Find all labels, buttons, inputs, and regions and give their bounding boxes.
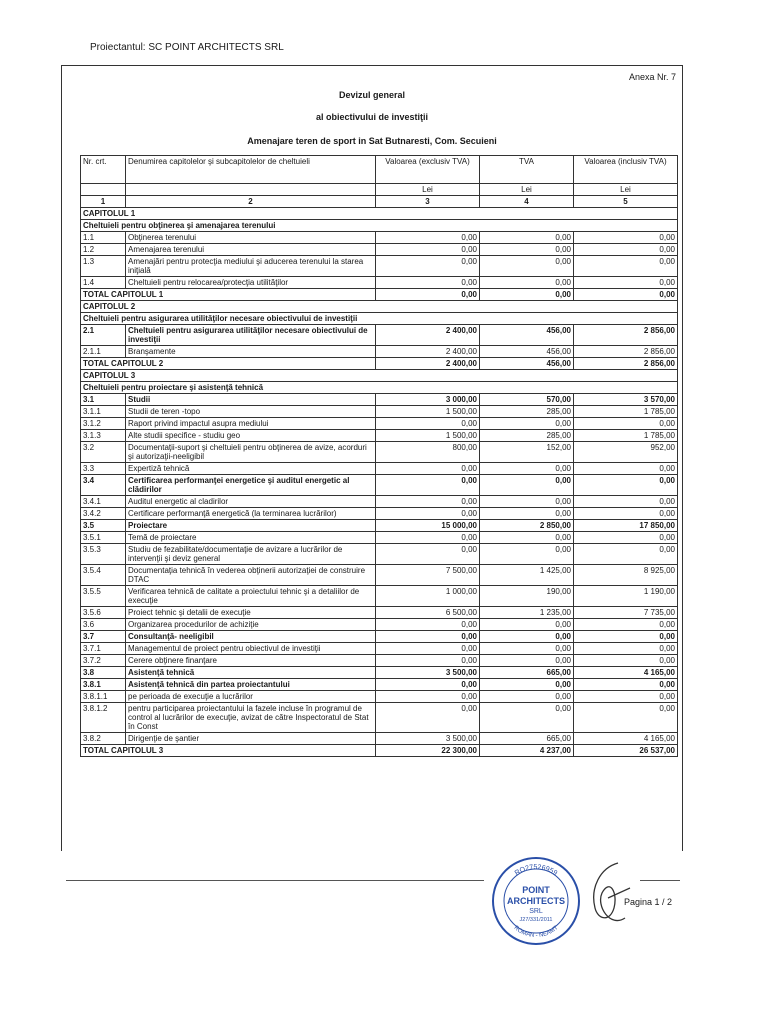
row-description: Expertiză tehnică bbox=[126, 463, 376, 475]
value-excl-tva: 0,00 bbox=[376, 631, 480, 643]
tva-value: 0,00 bbox=[480, 532, 574, 544]
row-number: 3.3 bbox=[81, 463, 126, 475]
value-incl-tva: 0,00 bbox=[574, 643, 678, 655]
value-incl-tva: 0,00 bbox=[574, 655, 678, 667]
table-row bbox=[81, 586, 678, 607]
tva-value: 0,00 bbox=[480, 232, 574, 244]
value-incl-tva: 2 856,00 bbox=[574, 346, 678, 358]
col-number: 5 bbox=[574, 196, 678, 208]
project-title: Amenajare teren de sport in Sat Butnaresti, Com. Secuieni bbox=[247, 136, 497, 146]
table-row bbox=[81, 232, 678, 244]
value-excl-tva: 6 500,00 bbox=[376, 607, 480, 619]
row-description: pentru participarea proiectantului la fazele incluse în programul de control al lucrărilor de execuţie, avizat de către Inspectoratul de Stat în Const bbox=[126, 703, 376, 733]
table-row bbox=[81, 508, 678, 520]
value-incl-tva: 3 570,00 bbox=[574, 394, 678, 406]
stamp-name2: ARCHITECTS bbox=[507, 896, 565, 906]
row-description: Consultanţă- neeligibil bbox=[126, 631, 376, 643]
table-row bbox=[81, 733, 678, 745]
tva-value: 0,00 bbox=[480, 655, 574, 667]
unit-label: Lei bbox=[480, 184, 574, 196]
row-description: Documentaţia tehnică în vederea obţinerii autorizaţiei de construire DTAC bbox=[126, 565, 376, 586]
value-incl-tva: 0,00 bbox=[574, 289, 678, 301]
tva-value: 0,00 bbox=[480, 277, 574, 289]
row-description: Certificare performanţă energetică (la terminarea lucrărilor) bbox=[126, 508, 376, 520]
value-excl-tva: 2 400,00 bbox=[376, 325, 480, 346]
row-description: Studiu de fezabilitate/documentaţie de avizare a lucrărilor de intervenţii şi deviz general bbox=[126, 544, 376, 565]
value-excl-tva: 0,00 bbox=[376, 256, 480, 277]
value-incl-tva: 4 165,00 bbox=[574, 667, 678, 679]
tva-value: 0,00 bbox=[480, 508, 574, 520]
tva-value: 1 235,00 bbox=[480, 607, 574, 619]
value-incl-tva: 0,00 bbox=[574, 244, 678, 256]
tva-value: 0,00 bbox=[480, 289, 574, 301]
table-row bbox=[81, 430, 678, 442]
table-row bbox=[81, 607, 678, 619]
table-row bbox=[81, 703, 678, 733]
tva-value: 2 850,00 bbox=[480, 520, 574, 532]
table-row bbox=[81, 565, 678, 586]
row-description: Certificarea performanţei energetice şi auditul energetic al clădirilor bbox=[126, 475, 376, 496]
row-number: 3.1.2 bbox=[81, 418, 126, 430]
chapter-label: CAPITOLUL 2 bbox=[81, 301, 678, 313]
table-row bbox=[81, 325, 678, 346]
tva-value: 190,00 bbox=[480, 586, 574, 607]
col-number: 3 bbox=[376, 196, 480, 208]
value-incl-tva: 0,00 bbox=[574, 508, 678, 520]
table-row bbox=[81, 643, 678, 655]
designer-line: Proiectantul: SC POINT ARCHITECTS SRL bbox=[90, 42, 284, 53]
tva-value: 0,00 bbox=[480, 475, 574, 496]
value-excl-tva: 22 300,00 bbox=[376, 745, 480, 757]
page-number: Pagina 1 / 2 bbox=[624, 897, 673, 907]
value-excl-tva: 0,00 bbox=[376, 544, 480, 565]
row-description: Branşamente bbox=[126, 346, 376, 358]
company-stamp bbox=[490, 855, 582, 947]
table-row bbox=[81, 475, 678, 496]
value-excl-tva: 0,00 bbox=[376, 508, 480, 520]
row-description: Asistenţă tehnică bbox=[126, 667, 376, 679]
value-excl-tva: 0,00 bbox=[376, 643, 480, 655]
table-row bbox=[81, 442, 678, 463]
value-excl-tva: 800,00 bbox=[376, 442, 480, 463]
row-number: 3.4 bbox=[81, 475, 126, 496]
row-number: 3.5.5 bbox=[81, 586, 126, 607]
table-row bbox=[81, 244, 678, 256]
value-excl-tva: 0,00 bbox=[376, 463, 480, 475]
stamp-bottom-text: ROMAN - NEAMT bbox=[512, 925, 560, 940]
value-incl-tva: 8 925,00 bbox=[574, 565, 678, 586]
row-description: Cheltuieli pentru relocarea/protecţia utilităţilor bbox=[126, 277, 376, 289]
value-incl-tva: 4 165,00 bbox=[574, 733, 678, 745]
row-description: Raport privind impactul asupra mediului bbox=[126, 418, 376, 430]
tva-value: 0,00 bbox=[480, 544, 574, 565]
row-number: 3.8.1.2 bbox=[81, 703, 126, 733]
row-number: 2.1.1 bbox=[81, 346, 126, 358]
value-excl-tva: 0,00 bbox=[376, 289, 480, 301]
value-incl-tva: 1 785,00 bbox=[574, 406, 678, 418]
value-excl-tva: 1 500,00 bbox=[376, 406, 480, 418]
signature-icon bbox=[580, 858, 640, 933]
chapter-title: Cheltuieli pentru obţinerea şi amenajarea terenului bbox=[81, 220, 678, 232]
row-description: Studii de teren -topo bbox=[126, 406, 376, 418]
row-number: 3.4.1 bbox=[81, 496, 126, 508]
row-number: 3.5.4 bbox=[81, 565, 126, 586]
row-number: 1.1 bbox=[81, 232, 126, 244]
row-description: Documentaţii-suport şi cheltuieli pentru obţinerea de avize, acorduri şi autorizaţii-neeligibil bbox=[126, 442, 376, 463]
tva-value: 0,00 bbox=[480, 643, 574, 655]
value-incl-tva: 0,00 bbox=[574, 619, 678, 631]
value-incl-tva: 0,00 bbox=[574, 232, 678, 244]
table-row bbox=[81, 631, 678, 643]
tva-value: 0,00 bbox=[480, 256, 574, 277]
value-incl-tva: 1 785,00 bbox=[574, 430, 678, 442]
row-description: Alte studii specifice - studiu geo bbox=[126, 430, 376, 442]
doc-title: Devizul general bbox=[338, 90, 406, 100]
row-number: 1.4 bbox=[81, 277, 126, 289]
row-description: Temă de proiectare bbox=[126, 532, 376, 544]
row-number: 3.1.1 bbox=[81, 406, 126, 418]
col-number: 1 bbox=[81, 196, 126, 208]
value-incl-tva: 0,00 bbox=[574, 475, 678, 496]
tva-value: 0,00 bbox=[480, 631, 574, 643]
table-row bbox=[81, 256, 678, 277]
footer-rule bbox=[640, 880, 680, 881]
chapter-label: CAPITOLUL 1 bbox=[81, 208, 678, 220]
tva-value: 285,00 bbox=[480, 430, 574, 442]
row-description: Studii bbox=[126, 394, 376, 406]
tva-value: 0,00 bbox=[480, 244, 574, 256]
value-incl-tva: 26 537,00 bbox=[574, 745, 678, 757]
row-description: pe perioada de execuţie a lucrărilor bbox=[126, 691, 376, 703]
stamp-reg: J27/331/2011 bbox=[519, 917, 553, 923]
value-excl-tva: 3 500,00 bbox=[376, 733, 480, 745]
annex-number: Anexa Nr. 7 bbox=[628, 72, 676, 82]
value-incl-tva: 0,00 bbox=[574, 418, 678, 430]
unit-label: Lei bbox=[574, 184, 678, 196]
row-description: Auditul energetic al cladirilor bbox=[126, 496, 376, 508]
tva-value: 0,00 bbox=[480, 463, 574, 475]
value-incl-tva: 7 735,00 bbox=[574, 607, 678, 619]
value-excl-tva: 0,00 bbox=[376, 619, 480, 631]
row-number: 2.1 bbox=[81, 325, 126, 346]
value-incl-tva: 0,00 bbox=[574, 544, 678, 565]
table-row bbox=[81, 619, 678, 631]
table-row bbox=[81, 496, 678, 508]
value-incl-tva: 17 850,00 bbox=[574, 520, 678, 532]
row-description: Amenajarea terenului bbox=[126, 244, 376, 256]
table-row bbox=[81, 667, 678, 679]
value-incl-tva: 0,00 bbox=[574, 703, 678, 733]
value-excl-tva: 2 400,00 bbox=[376, 358, 480, 370]
chapter-title: Cheltuieli pentru proiectare şi asistenţă tehnică bbox=[81, 382, 678, 394]
total-label: TOTAL CAPITOLUL 2 bbox=[81, 358, 376, 370]
total-label: TOTAL CAPITOLUL 3 bbox=[81, 745, 376, 757]
stamp-srl: SRL bbox=[529, 908, 543, 915]
tva-value: 665,00 bbox=[480, 733, 574, 745]
row-number: 3.5.1 bbox=[81, 532, 126, 544]
row-number: 3.8.1 bbox=[81, 679, 126, 691]
value-excl-tva: 1 000,00 bbox=[376, 586, 480, 607]
tva-value: 4 237,00 bbox=[480, 745, 574, 757]
row-number: 3.5.6 bbox=[81, 607, 126, 619]
row-number: 3.7 bbox=[81, 631, 126, 643]
value-excl-tva: 0,00 bbox=[376, 691, 480, 703]
value-excl-tva: 15 000,00 bbox=[376, 520, 480, 532]
unit-label: Lei bbox=[376, 184, 480, 196]
value-excl-tva: 2 400,00 bbox=[376, 346, 480, 358]
table-row bbox=[81, 346, 678, 358]
row-description: Managementul de proiect pentru obiectivul de investiţii bbox=[126, 643, 376, 655]
table-row bbox=[81, 358, 678, 370]
col-header-tva: TVA bbox=[480, 156, 574, 184]
value-excl-tva: 0,00 bbox=[376, 532, 480, 544]
value-incl-tva: 0,00 bbox=[574, 532, 678, 544]
value-excl-tva: 0,00 bbox=[376, 244, 480, 256]
table-row bbox=[81, 406, 678, 418]
row-number: 3.4.2 bbox=[81, 508, 126, 520]
value-excl-tva: 0,00 bbox=[376, 277, 480, 289]
row-description: Cerere obţinere finanţare bbox=[126, 655, 376, 667]
row-number: 1.2 bbox=[81, 244, 126, 256]
stamp-name1: POINT bbox=[522, 885, 550, 895]
row-number: 3.8.1.1 bbox=[81, 691, 126, 703]
row-description: Asistenţă tehnică din partea proiectantului bbox=[126, 679, 376, 691]
tva-value: 0,00 bbox=[480, 496, 574, 508]
row-number: 3.8 bbox=[81, 667, 126, 679]
value-excl-tva: 0,00 bbox=[376, 679, 480, 691]
stamp-top-text: RO27526959 bbox=[513, 863, 559, 878]
tva-value: 285,00 bbox=[480, 406, 574, 418]
row-number: 3.1.3 bbox=[81, 430, 126, 442]
tva-value: 0,00 bbox=[480, 418, 574, 430]
row-description: Dirigenţie de şantier bbox=[126, 733, 376, 745]
row-description: Amenajări pentru protecţia mediului şi aducerea terenului la starea iniţială bbox=[126, 256, 376, 277]
tva-value: 570,00 bbox=[480, 394, 574, 406]
row-description: Proiectare bbox=[126, 520, 376, 532]
value-incl-tva: 0,00 bbox=[574, 463, 678, 475]
value-excl-tva: 0,00 bbox=[376, 232, 480, 244]
table-row bbox=[81, 277, 678, 289]
table-row bbox=[81, 394, 678, 406]
tva-value: 665,00 bbox=[480, 667, 574, 679]
total-label: TOTAL CAPITOLUL 1 bbox=[81, 289, 376, 301]
value-incl-tva: 0,00 bbox=[574, 256, 678, 277]
table-row bbox=[81, 463, 678, 475]
chapter-title: Cheltuieli pentru asigurarea utilităţilor necesare obiectivului de investiţii bbox=[81, 313, 678, 325]
budget-table bbox=[80, 155, 678, 757]
value-excl-tva: 0,00 bbox=[376, 496, 480, 508]
row-number: 3.5 bbox=[81, 520, 126, 532]
row-number: 3.7.2 bbox=[81, 655, 126, 667]
row-description: Obţinerea terenului bbox=[126, 232, 376, 244]
col-number: 2 bbox=[126, 196, 376, 208]
table-row bbox=[81, 544, 678, 565]
value-excl-tva: 0,00 bbox=[376, 418, 480, 430]
table-row bbox=[81, 289, 678, 301]
col-header-value-tva: Valoarea (inclusiv TVA) bbox=[574, 156, 678, 184]
col-header-value: Valoarea (exclusiv TVA) bbox=[376, 156, 480, 184]
row-number: 3.6 bbox=[81, 619, 126, 631]
col-header-name: Denumirea capitolelor şi subcapitolelor de cheltuieli bbox=[126, 156, 376, 184]
table-row bbox=[81, 418, 678, 430]
row-description: Cheltuieli pentru asigurarea utilităţilor necesare obiectivului de investiţii bbox=[126, 325, 376, 346]
tva-value: 0,00 bbox=[480, 619, 574, 631]
tva-value: 0,00 bbox=[480, 691, 574, 703]
value-incl-tva: 2 856,00 bbox=[574, 325, 678, 346]
doc-subtitle: al obiectivului de investiţii bbox=[315, 112, 429, 122]
table-row bbox=[81, 679, 678, 691]
tva-value: 0,00 bbox=[480, 703, 574, 733]
tva-value: 1 425,00 bbox=[480, 565, 574, 586]
table-row bbox=[81, 655, 678, 667]
row-number: 3.1 bbox=[81, 394, 126, 406]
value-excl-tva: 3 500,00 bbox=[376, 667, 480, 679]
value-excl-tva: 0,00 bbox=[376, 703, 480, 733]
row-description: Proiect tehnic şi detalii de execuţie bbox=[126, 607, 376, 619]
row-number: 3.5.3 bbox=[81, 544, 126, 565]
col-number: 4 bbox=[480, 196, 574, 208]
chapter-label: CAPITOLUL 3 bbox=[81, 370, 678, 382]
row-description: Organizarea procedurilor de achiziţie bbox=[126, 619, 376, 631]
value-excl-tva: 0,00 bbox=[376, 475, 480, 496]
row-number: 1.3 bbox=[81, 256, 126, 277]
value-excl-tva: 3 000,00 bbox=[376, 394, 480, 406]
value-incl-tva: 1 190,00 bbox=[574, 586, 678, 607]
tva-value: 456,00 bbox=[480, 325, 574, 346]
table-row bbox=[81, 691, 678, 703]
value-excl-tva: 0,00 bbox=[376, 655, 480, 667]
footer-rule bbox=[66, 880, 484, 881]
row-description: Verificarea tehnică de calitate a proiectului tehnic şi a detaliilor de execuţie bbox=[126, 586, 376, 607]
value-incl-tva: 2 856,00 bbox=[574, 358, 678, 370]
table-row bbox=[81, 745, 678, 757]
value-incl-tva: 0,00 bbox=[574, 679, 678, 691]
value-incl-tva: 0,00 bbox=[574, 691, 678, 703]
value-incl-tva: 952,00 bbox=[574, 442, 678, 463]
value-excl-tva: 7 500,00 bbox=[376, 565, 480, 586]
row-number: 3.2 bbox=[81, 442, 126, 463]
value-incl-tva: 0,00 bbox=[574, 277, 678, 289]
row-number: 3.8.2 bbox=[81, 733, 126, 745]
value-excl-tva: 1 500,00 bbox=[376, 430, 480, 442]
value-incl-tva: 0,00 bbox=[574, 631, 678, 643]
tva-value: 456,00 bbox=[480, 358, 574, 370]
table-row bbox=[81, 520, 678, 532]
tva-value: 456,00 bbox=[480, 346, 574, 358]
row-number: 3.7.1 bbox=[81, 643, 126, 655]
col-header-nr: Nr. crt. bbox=[81, 156, 126, 184]
tva-value: 0,00 bbox=[480, 679, 574, 691]
tva-value: 152,00 bbox=[480, 442, 574, 463]
table-row bbox=[81, 532, 678, 544]
value-incl-tva: 0,00 bbox=[574, 496, 678, 508]
